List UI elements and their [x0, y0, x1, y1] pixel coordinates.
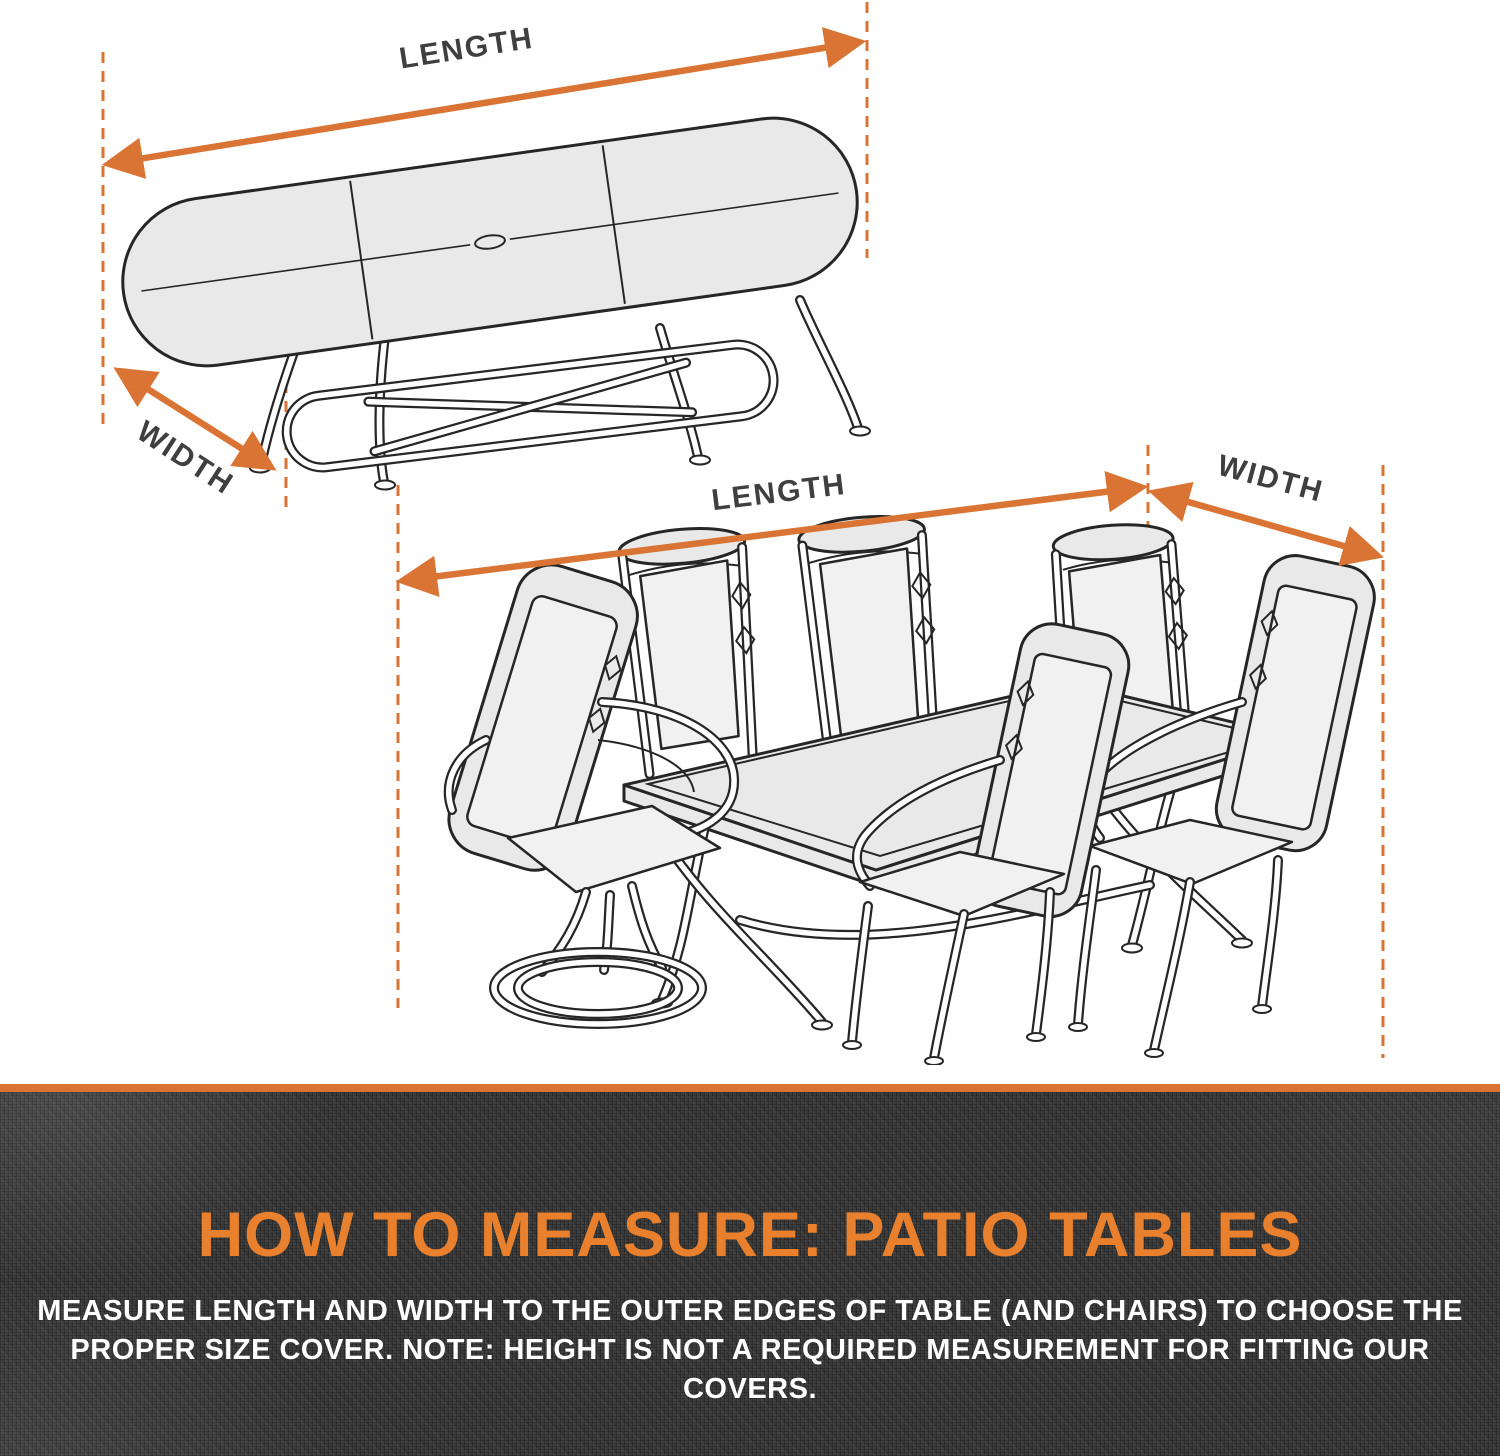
banner-title: HOW TO MEASURE: PATIO TABLES — [197, 1200, 1303, 1270]
dining-back-chair-1 — [618, 524, 766, 775]
info-banner — [0, 1084, 1500, 1456]
oval-length-label: LENGTH — [397, 21, 536, 76]
banner-description-line-2: PROPER SIZE COVER. NOTE: HEIGHT IS NOT A REQUIRED MEASUREMENT FOR FITTING OUR COVERS. — [70, 1334, 1430, 1405]
dining-width-arrow — [1160, 449, 1372, 554]
dining-length-arrow — [408, 468, 1136, 580]
oval-width-label: WIDTH — [130, 414, 240, 502]
banner-description-line-1: MEASURE LENGTH AND WIDTH TO THE OUTER EDGES OF TABLE (AND CHAIRS) TO CHOOSE THE — [37, 1295, 1463, 1327]
dining-set-measure-diagram — [390, 440, 1400, 1065]
banner-description — [0, 1292, 1500, 1409]
oval-width-arrow — [124, 374, 266, 501]
banner-content — [0, 1092, 1500, 1409]
dining-width-label: WIDTH — [1213, 448, 1328, 509]
dining-length-label: LENGTH — [709, 467, 849, 518]
